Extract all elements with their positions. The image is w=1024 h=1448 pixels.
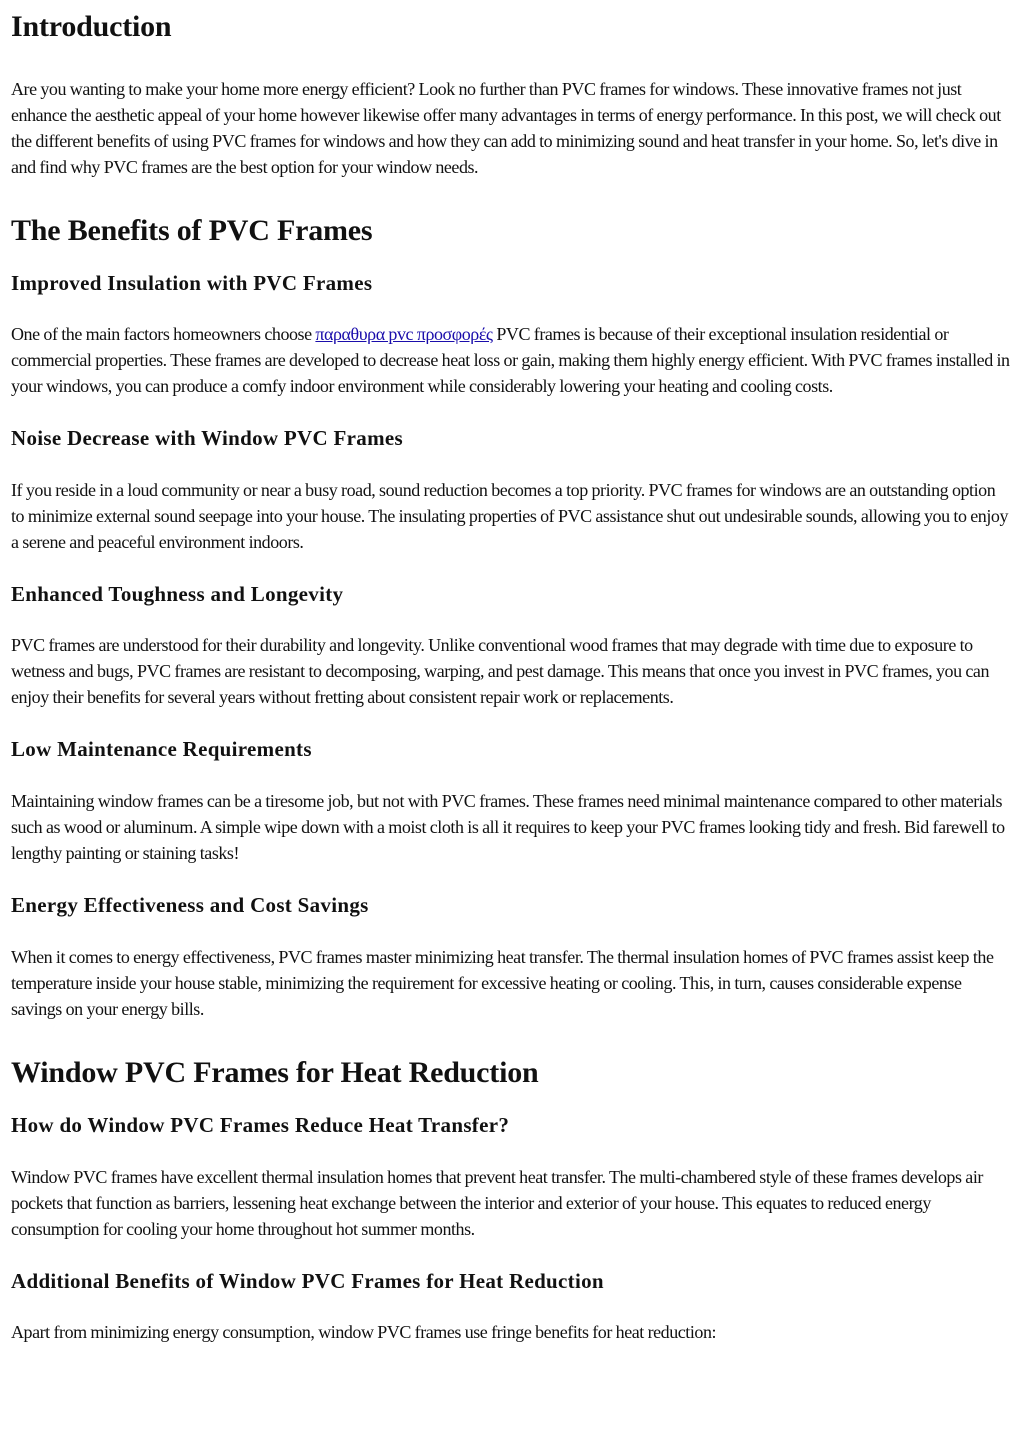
additional-benefits-heading: Additional Benefits of Window PVC Frames for Heat Reduction bbox=[11, 1269, 604, 1293]
energy-heading: Energy Effectiveness and Cost Savings bbox=[11, 893, 369, 917]
heat-reduction-title: Window PVC Frames for Heat Reduction bbox=[11, 1056, 539, 1089]
insulation-text-after-link: PVC frames is because of their exceptional insulation residential or commercial properties. These frames are developed to decrease heat loss or gain, making them highly energy efficient. With PVC frames installed in your windows, you can produce a comfy indoor environment while considerably lowering your heating and cooling costs. bbox=[11, 324, 1010, 396]
additional-benefits-paragraph: Apart from minimizing energy consumption, window PVC frames use fringe benefits for heat reduction: bbox=[11, 1322, 717, 1342]
noise-paragraph: If you reside in a loud community or near a busy road, sound reduction becomes a top priority. PVC frames for windows are an outstanding option to minimize external sound seepage into your house. The insulating properties of PVC assistance shut out undesirable sounds, allowing you to enjoy a serene and peaceful environment indoors. bbox=[11, 480, 1008, 552]
pvc-offers-link[interactable]: παραθυρα pvc προσφορές bbox=[315, 324, 493, 344]
toughness-paragraph: PVC frames are understood for their durability and longevity. Unlike conventional wood frames that may degrade with time due to exposure to wetness and bugs, PVC frames are resistant to decomposing, warping, and pest damage. This means that once you invest in PVC frames, you can enjoy their benefits for several years without fretting about consistent repair work or replacements. bbox=[11, 635, 989, 707]
noise-heading: Noise Decrease with Window PVC Frames bbox=[11, 426, 403, 450]
insulation-heading: Improved Insulation with PVC Frames bbox=[11, 271, 373, 295]
insulation-text-before-link: One of the main factors homeowners choose bbox=[11, 324, 316, 344]
how-paragraph: Window PVC frames have excellent thermal insulation homes that prevent heat transfer. The multi-chambered style of these frames develops air pockets that function as barriers, lessening heat exchange between the interior and exterior of your house. This equates to reduced energy consumption for cooling your home throughout hot summer months. bbox=[11, 1167, 983, 1239]
benefits-title: The Benefits of PVC Frames bbox=[11, 214, 373, 247]
how-heading: How do Window PVC Frames Reduce Heat Transfer? bbox=[11, 1113, 510, 1137]
intro-paragraph: Are you wanting to make your home more energy efficient? Look no further than PVC frames for windows. These innovative frames not just enhance the aesthetic appeal of your home however likewise offer many advantages in terms of energy performance. In this post, we will check out the different benefits of using PVC frames for windows and how they can add to minimizing sound and heat transfer in your home. So, let's dive in and find why PVC frames are the best option for your window needs. bbox=[11, 79, 1001, 177]
maintenance-paragraph: Maintaining window frames can be a tiresome job, but not with PVC frames. These frames need minimal maintenance compared to other materials such as wood or aluminum. A simple wipe down with a moist cloth is all it requires to keep your PVC frames looking tidy and fresh. Bid farewell to lengthy painting or staining tasks! bbox=[11, 791, 1005, 863]
insulation-paragraph bbox=[11, 321, 1012, 399]
intro-title: Introduction bbox=[11, 10, 172, 43]
toughness-heading: Enhanced Toughness and Longevity bbox=[11, 582, 344, 606]
maintenance-heading: Low Maintenance Requirements bbox=[11, 737, 312, 761]
energy-paragraph: When it comes to energy effectiveness, PVC frames master minimizing heat transfer. The thermal insulation homes of PVC frames assist keep the temperature inside your house stable, minimizing the requirement for excessive heating or cooling. This, in turn, causes considerable expense savings on your energy bills. bbox=[11, 947, 994, 1019]
